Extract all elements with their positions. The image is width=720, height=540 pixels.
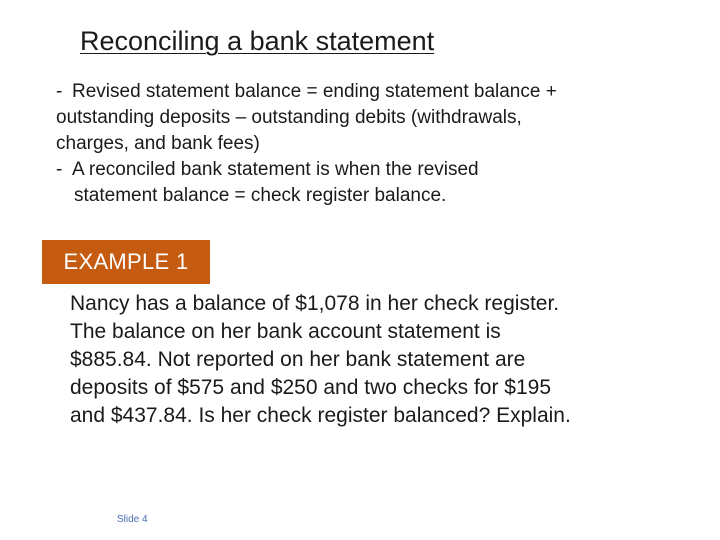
bullet-2-text-1: A reconciled bank statement is when the revised (72, 159, 479, 180)
bullet-1-line-3: charges, and bank fees) (56, 133, 260, 154)
bullet-1-line-2: outstanding deposits – outstanding debits (withdrawals, (56, 107, 522, 128)
problem-line-5: and $437.84. Is her check register balanced? Explain. (70, 404, 571, 427)
slide-title: Reconciling a bank statement (80, 26, 435, 56)
bullet-2-line-2: statement balance = check register balance. (74, 185, 447, 206)
slide-number: Slide 4 (117, 514, 148, 525)
bullet-2-line-1 (56, 157, 696, 183)
bullet-1-line-1 (56, 79, 696, 105)
problem-line-3: $885.84. Not reported on her bank statement are (70, 348, 526, 371)
definition-bullets (56, 79, 696, 209)
example-problem-text (70, 290, 690, 430)
bullet-1-text-1: Revised statement balance = ending statement balance + (72, 81, 557, 102)
example-label-badge: EXAMPLE 1 (42, 240, 210, 284)
problem-line-2: The balance on her bank account statement is (70, 320, 501, 343)
problem-line-4: deposits of $575 and $250 and two checks for $195 (70, 376, 552, 399)
bullet-1-marker: - (56, 81, 63, 102)
problem-line-1: Nancy has a balance of $1,078 in her check register. (70, 292, 560, 315)
bullet-2-marker: - (56, 159, 63, 180)
